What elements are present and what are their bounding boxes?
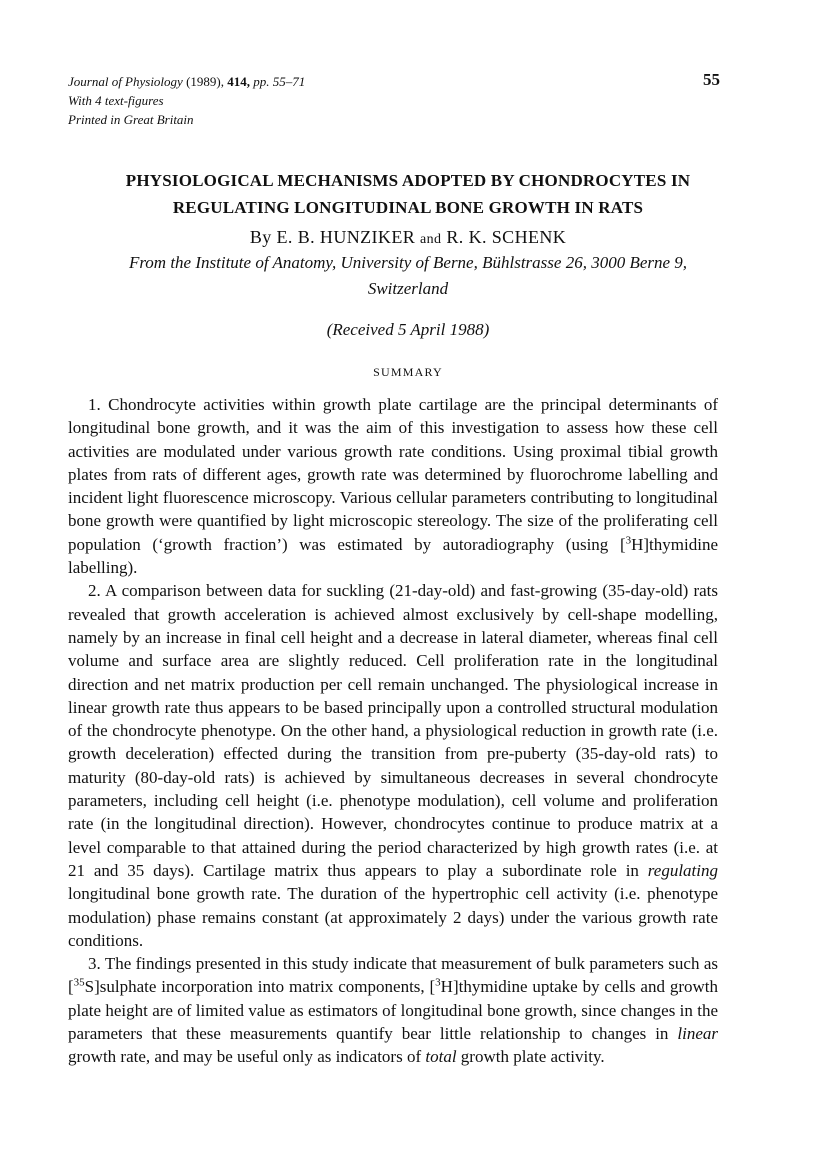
journal-year: (1989), <box>186 74 224 89</box>
summary-heading: SUMMARY <box>373 365 443 379</box>
author-1: E. B. HUNZIKER <box>276 227 416 247</box>
journal-header <box>68 72 305 129</box>
summary-body <box>68 393 718 1069</box>
printed-note: Printed in Great Britain <box>68 112 194 127</box>
title-line-2: REGULATING LONGITUDINAL BONE GROWTH IN RATS <box>172 198 644 217</box>
p3-text-a: 3. The findings presented in this study indicate that measurement of bulk parameters such as [ <box>68 954 718 997</box>
p2-text-a: 2. A comparison between data for suckling (21-day-old) and fast-growing (35-day-old) rats revealed that growth acceleration is achieved almost exclusively by cell-shape modelling, namely by an increase in final cell height and a decrease in lateral diameter, whereas final cell volume and surface area are slightly reduced. Cell proliferation rate in the longitudinal direction and net matrix production per cell remain unchanged. The physiological increase in linear growth rate thus appears to be based principally upon a controlled structural modulation of the chondrocyte phenotype. On the other hand, a physiological reduction in growth rate (i.e. growth deceleration) effected during the transition from pre-puberty (35-day-old rats) to maturity (80-day-old rats) is achieved by simultaneous decreases in several chondrocyte parameters, including cell height (i.e. phenotype modulation), cell volume and proliferation rate (in the longitudinal direction). However, chondrocytes continue to produce matrix at a level comparable to that attained during the period characterized by high growth rates (i.e. at 21 and 35 days). Cartilage matrix thus appears to play a subordinate role in <box>68 581 718 880</box>
p3-text-b: S]sulphate incorporation into matrix components, [ <box>84 977 436 997</box>
p3-text-e: growth plate activity. <box>456 1047 605 1067</box>
author-2: R. K. SCHENK <box>446 227 567 247</box>
article-title <box>0 167 816 221</box>
journal-volume: 414, <box>227 74 250 89</box>
p1-text: 1. Chondrocyte activities within growth plate cartilage are the principal determinants of longitudinal bone growth, and it was the aim of this investigation to assess how these cell activities are modulated under various growth rate conditions. Using proximal tibial growth plates from rats of different ages, growth rate was determined by fluorochrome labelling and incident light fluorescence microscopy. Various cellular parameters contributing to longitudinal bone growth were quantified by light microscopic stereology. The size of the proliferating cell population (‘growth fraction’) was estimated by autoradiography (using [ <box>68 395 718 554</box>
paragraph-3 <box>68 952 718 1068</box>
title-line-1: PHYSIOLOGICAL MECHANISMS ADOPTED BY CHONDROCYTES IN <box>125 171 691 190</box>
paragraph-2 <box>68 579 718 952</box>
p2-emphasis: regulating <box>647 860 718 880</box>
affiliation-line-1: From the Institute of Anatomy, University of Berne, Bühlstrasse 26, 3000 Berne 9, <box>128 253 688 272</box>
received-date: (Received 5 April 1988) <box>326 320 490 339</box>
page-number: 55 <box>703 70 720 89</box>
p3-sup-1: 35 <box>73 976 85 989</box>
p3-text-d: growth rate, and may be useful only as indicators of <box>68 1047 426 1067</box>
p1-tail: H]thymidine labelling). <box>68 534 718 578</box>
and-word: and <box>420 232 442 247</box>
p3-sup-2: 3 <box>435 976 441 989</box>
journal-pages: pp. 55–71 <box>253 74 306 89</box>
figures-note: With 4 text-figures <box>68 93 164 108</box>
authors-line <box>0 226 816 251</box>
paragraph-1 <box>68 393 718 579</box>
p1-sup: 3 <box>625 534 632 547</box>
citation-line <box>68 72 305 91</box>
p3-text-c: H]thymidine uptake by cells and growth plate height are of limited value as estimators of longitudinal bone growth, since changes in the parameters that these measurements quantify bear little relationship to changes in <box>68 977 718 1044</box>
p3-emphasis-1: linear <box>677 1024 718 1044</box>
affiliation <box>60 250 756 302</box>
p2-text-b: longitudinal bone growth rate. The duration of the hypertrophic cell activity (i.e. phenotype modulation) phase remains constant (at approximately 2 days) under the various growth rate conditions. <box>68 884 718 950</box>
by-word: By <box>249 227 272 247</box>
p3-emphasis-2: total <box>425 1047 457 1067</box>
affiliation-line-2: Switzerland <box>367 279 449 298</box>
journal-name: Journal of Physiology <box>68 74 183 89</box>
